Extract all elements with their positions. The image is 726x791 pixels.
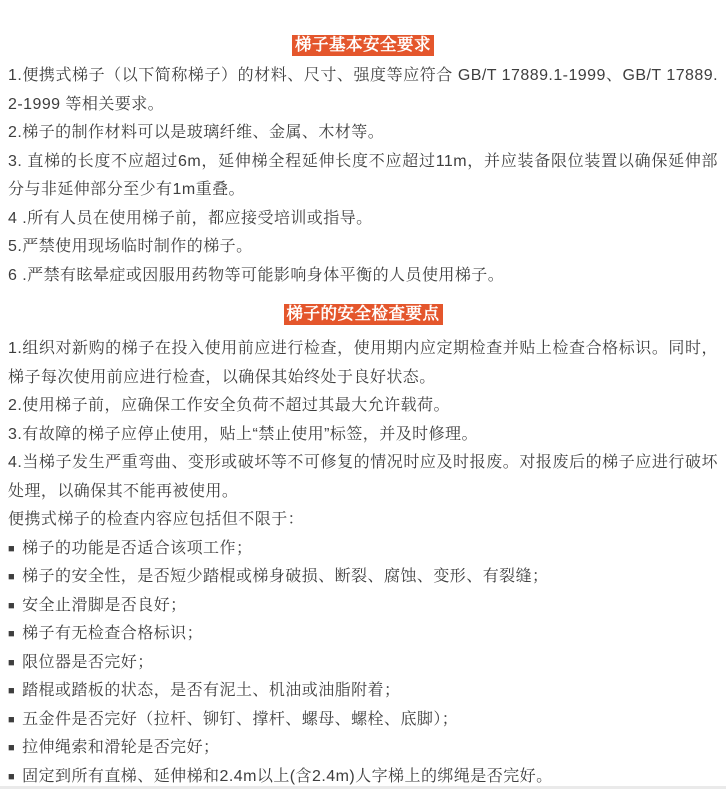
paragraph: 1.组织对新购的梯子在投入使用前应进行检查，使用期内应定期检查并贴上检查合格标识。同时，梯子每次使用前应进行检查，以确保其始终处于良好状态。 [8, 335, 718, 392]
checklist-item-text: 踏棍或踏板的状态，是否有泥土、机油或油脂附着； [22, 682, 400, 699]
checklist-item [8, 592, 718, 621]
paragraph: 1.便携式梯子（以下简称梯子）的材料、尺寸、强度等应符合 GB/T 17889.1-1999、GB/T 17889.2-1999 等相关要求。 [8, 62, 718, 119]
checklist-item-text: 梯子的安全性，是否短少踏棍或梯身破损、断裂、腐蚀、变形、有裂缝； [22, 568, 548, 585]
paragraph: 2.梯子的制作材料可以是玻璃纤维、金属、木材等。 [8, 119, 718, 148]
checklist-item-text: 拉伸绳索和滑轮是否完好； [22, 739, 219, 756]
bullet-square-icon: ■ [8, 592, 15, 621]
section-1-title-row [8, 0, 718, 56]
checklist-item [8, 563, 718, 592]
paragraph: 4 .所有人员在使用梯子前，都应接受培训或指导。 [8, 205, 718, 234]
paragraph: 5.严禁使用现场临时制作的梯子。 [8, 233, 718, 262]
section-2-title-row [8, 304, 718, 325]
checklist-item-text: 五金件是否完好（拉杆、铆钉、撑杆、螺母、螺栓、底脚）； [22, 711, 458, 728]
checklist-item [8, 677, 718, 706]
checklist-item-text: 固定到所有直梯、延伸梯和2.4m以上(含2.4m)人字梯上的绑绳是否完好。 [22, 768, 552, 785]
paragraph: 便携式梯子的检查内容应包括但不限于： [8, 506, 718, 535]
checklist-item [8, 734, 718, 763]
bullet-square-icon: ■ [8, 677, 15, 706]
paragraph: 2.使用梯子前，应确保工作安全负荷不超过其最大允许载荷。 [8, 392, 718, 421]
bullet-square-icon: ■ [8, 563, 15, 592]
bullet-square-icon: ■ [8, 763, 15, 791]
checklist-item [8, 620, 718, 649]
checklist-item [8, 535, 718, 564]
checklist-item [8, 649, 718, 678]
checklist-item-text: 限位器是否完好； [22, 654, 154, 671]
bullet-square-icon: ■ [8, 734, 15, 763]
bullet-square-icon: ■ [8, 649, 15, 678]
bullet-square-icon: ■ [8, 620, 15, 649]
checklist-item-text: 梯子有无检查合格标识； [22, 625, 203, 642]
bullet-square-icon: ■ [8, 706, 15, 735]
checklist-item [8, 706, 718, 735]
paragraph: 4.当梯子发生严重弯曲、变形或破坏等不可修复的情况时应及时报废。对报废后的梯子应进行破坏处理，以确保其不能再被使用。 [8, 449, 718, 506]
bullet-square-icon: ■ [8, 535, 15, 564]
section-2-title-badge: 梯子的安全检查要点 [284, 304, 443, 325]
section-1-title-badge: 梯子基本安全要求 [292, 35, 434, 56]
paragraph: 6 .严禁有眩晕症或因服用药物等可能影响身体平衡的人员使用梯子。 [8, 262, 718, 291]
checklist-item-text: 安全止滑脚是否良好； [22, 597, 187, 614]
paragraph: 3.有故障的梯子应停止使用，贴上“禁止使用”标签，并及时修理。 [8, 421, 718, 450]
checklist-item-text: 梯子的功能是否适合该项工作； [22, 540, 252, 557]
paragraph: 3. 直梯的长度不应超过6m，延伸梯全程延伸长度不应超过11m，并应装备限位装置以确保延伸部分与非延伸部分至少有1m重叠。 [8, 148, 718, 205]
